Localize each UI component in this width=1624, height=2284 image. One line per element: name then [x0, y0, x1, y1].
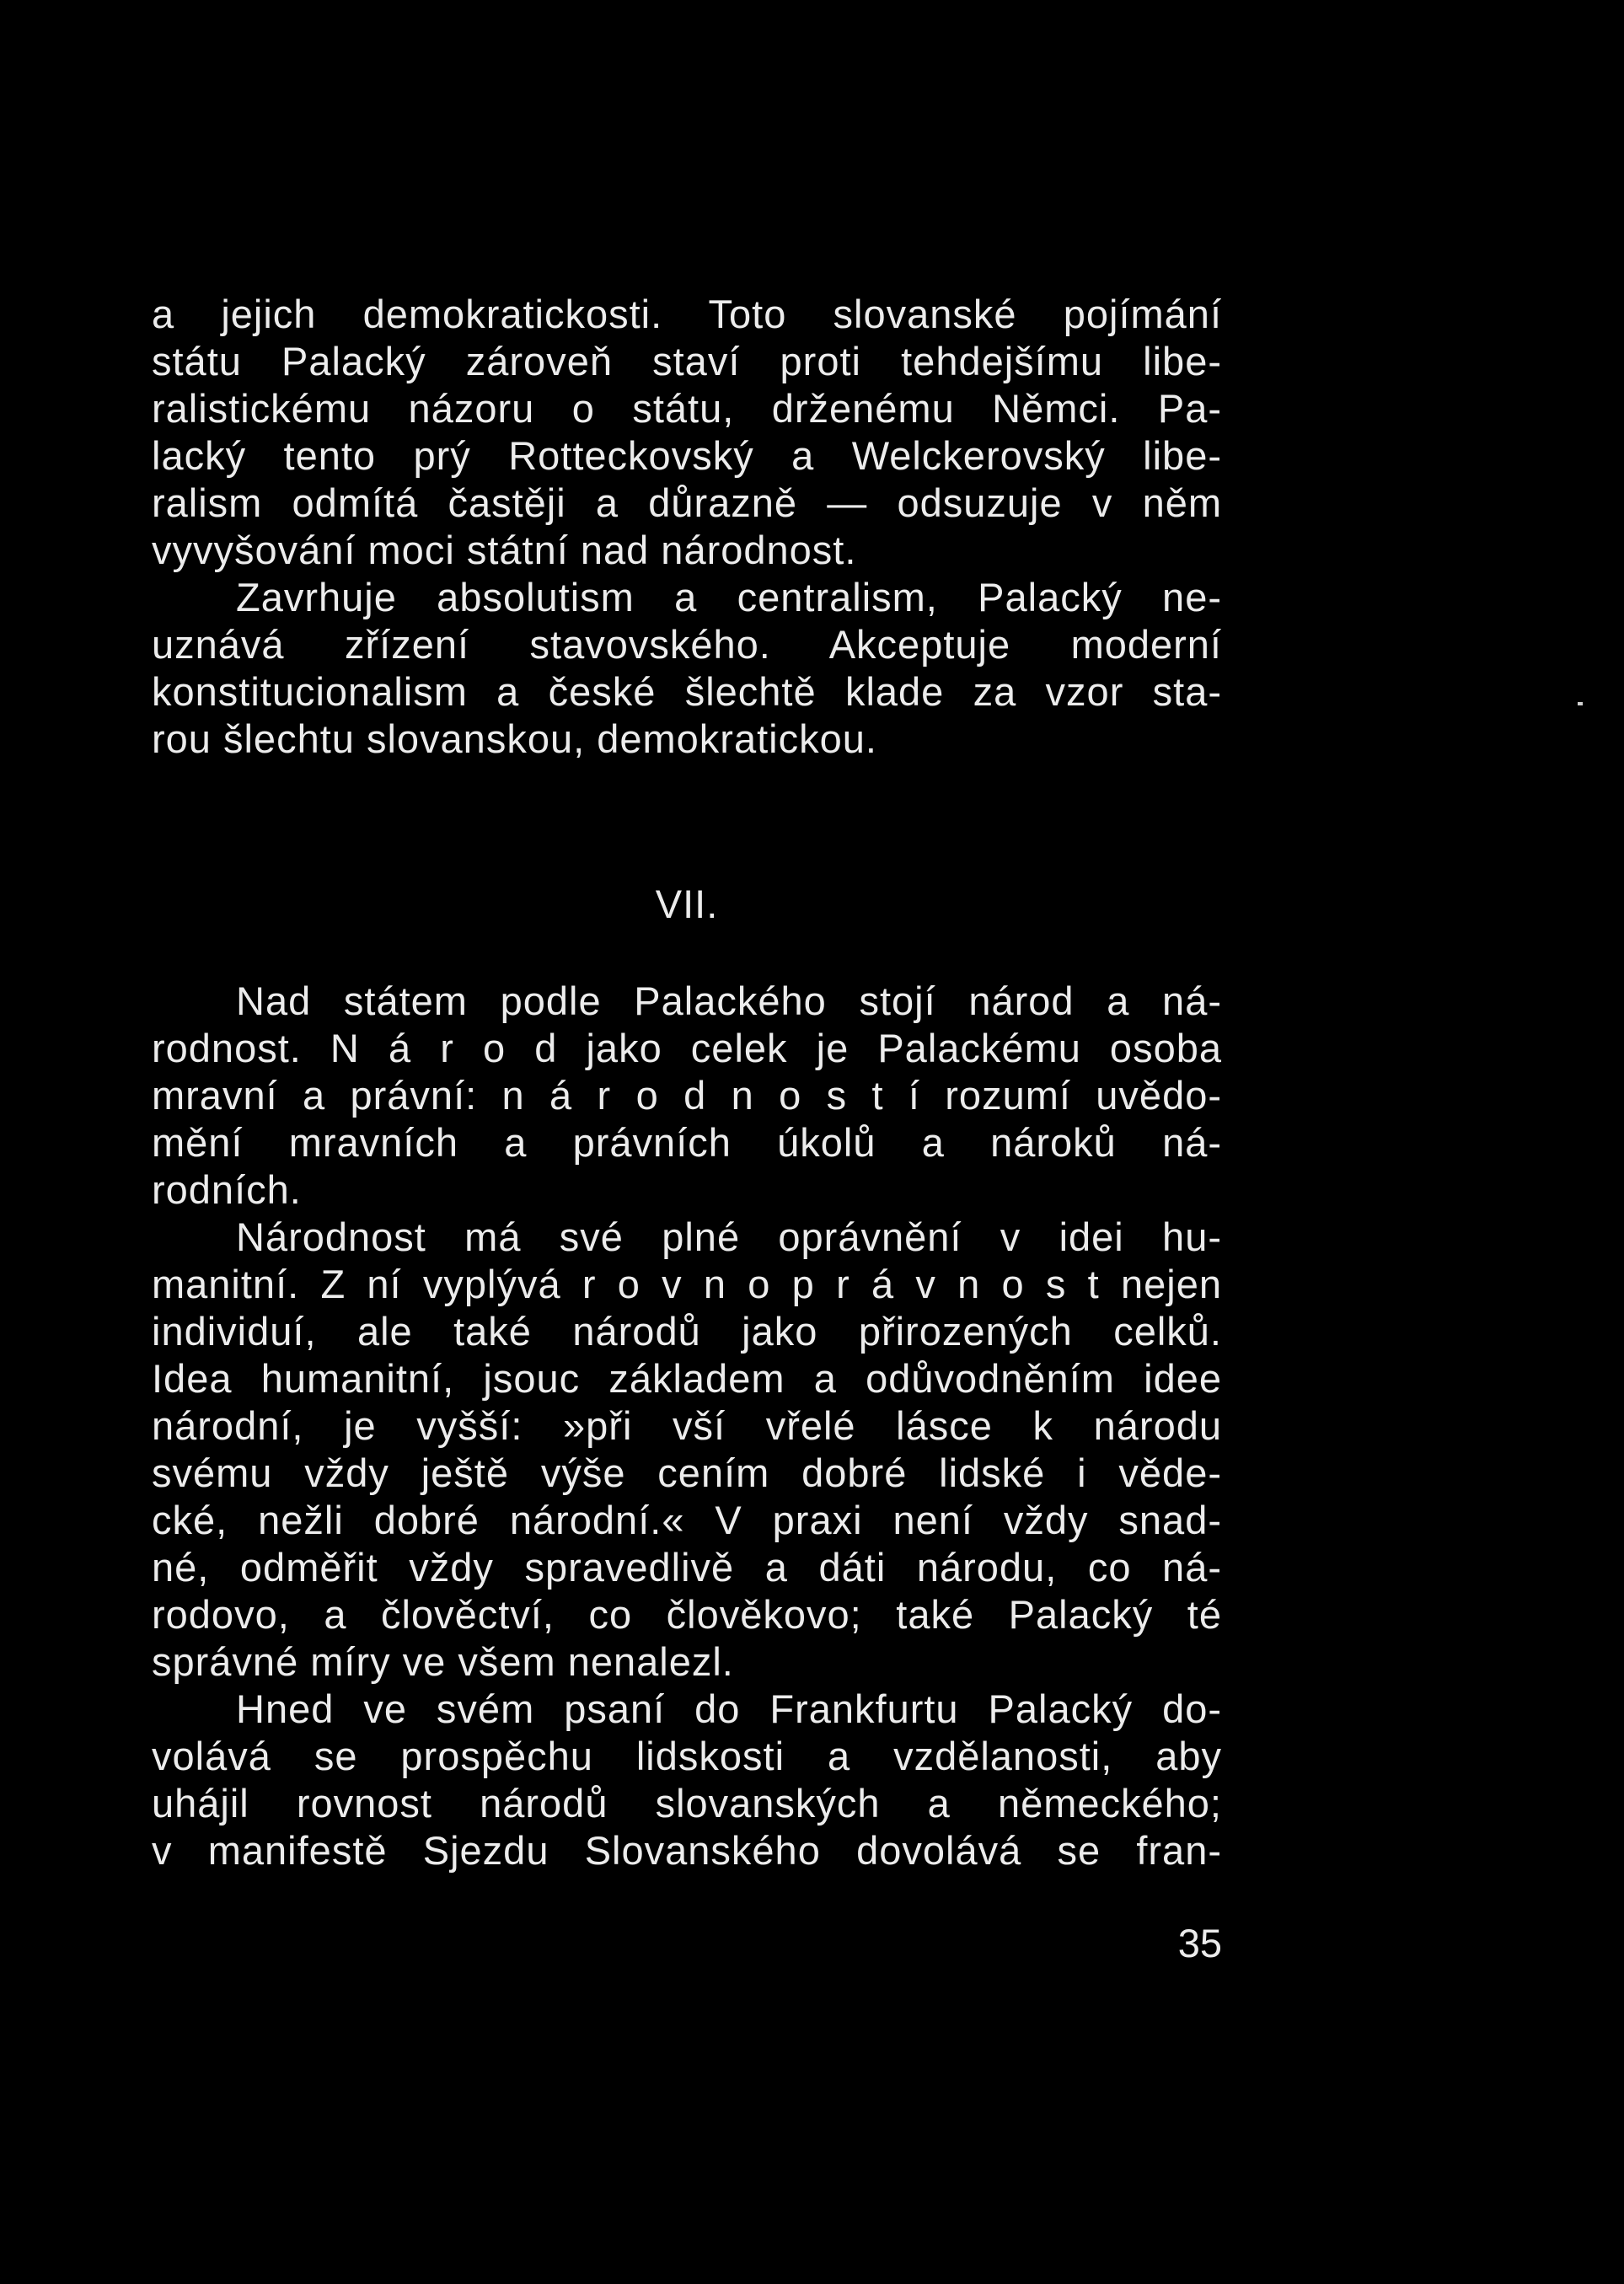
text-line: lacký tento prý Rotteckovský a Welckerovský libe- [152, 433, 1222, 478]
text-line: správné míry ve všem nenalezl. [152, 1639, 734, 1684]
text-line: volává se prospěchu lidskosti a vzdělanosti, aby [152, 1734, 1222, 1778]
text-line: rodovo, a člověctví, co člověkovo; také Palacký té [152, 1592, 1222, 1637]
text-line: uznává zřízení stavovského. Akceptuje moderní [152, 622, 1222, 667]
text-line: svému vždy ještě výše cením dobré lidské i věde- [152, 1450, 1222, 1495]
text-line: vyvyšování moci státní nad národnost. [152, 528, 857, 572]
section-heading: VII. [655, 882, 719, 926]
text-line: rodnost. N á r o d jako celek je Palackému osoba [152, 1026, 1222, 1070]
text-line: ralistickému názoru o státu, drženému Němci. Pa- [152, 386, 1222, 431]
text-line: státu Palacký zároveň staví proti tehdejšímu libe- [152, 339, 1222, 383]
text-line: mění mravních a právních úkolů a nároků ná- [152, 1120, 1222, 1165]
page-number: 35 [1177, 1921, 1222, 1965]
scan-speck [1578, 702, 1583, 705]
text-line: národní, je vyšší: »při vší vřelé lásce k národu [152, 1403, 1222, 1448]
paragraph-top [152, 291, 1222, 763]
text-line: Idea humanitní, jsouc základem a odůvodněním idee [152, 1356, 1222, 1401]
text-line: a jejich demokratickosti. Toto slovanské pojímání [152, 292, 1222, 336]
text-line: rou šlechtu slovanskou, demokratickou. [152, 716, 877, 761]
text-line: Hned ve svém psaní do Frankfurtu Palacký do- [236, 1686, 1222, 1731]
text-line: né, odměřit vždy spravedlivě a dáti národu, co ná- [152, 1545, 1222, 1590]
text-line: Zavrhuje absolutism a centralism, Palacký ne- [236, 575, 1222, 619]
text-line: uhájil rovnost národů slovanských a německého; [152, 1781, 1222, 1826]
text-line: konstitucionalism a české šlechtě klade za vzor sta- [152, 669, 1222, 714]
text-line: v manifestě Sjezdu Slovanského dovolává se fran- [152, 1828, 1222, 1873]
text-line: rodních. [152, 1167, 302, 1212]
text-line: individuí, ale také národů jako přirozených celků. [152, 1309, 1222, 1354]
text-line: Národnost má své plné oprávnění v idei hu- [236, 1214, 1222, 1259]
text-line: Nad státem podle Palackého stojí národ a ná- [236, 978, 1222, 1023]
text-line: mravní a právní: n á r o d n o s t í rozumí uvědo- [152, 1073, 1222, 1118]
paragraph-main [152, 978, 1222, 1874]
text-line: cké, nežli dobré národní.« V praxi není vždy snad- [152, 1498, 1222, 1542]
text-line: ralism odmítá častěji a důrazně — odsuzuje v něm [152, 480, 1222, 525]
text-line: manitní. Z ní vyplývá r o v n o p r á v n o s t nejen [152, 1262, 1222, 1306]
